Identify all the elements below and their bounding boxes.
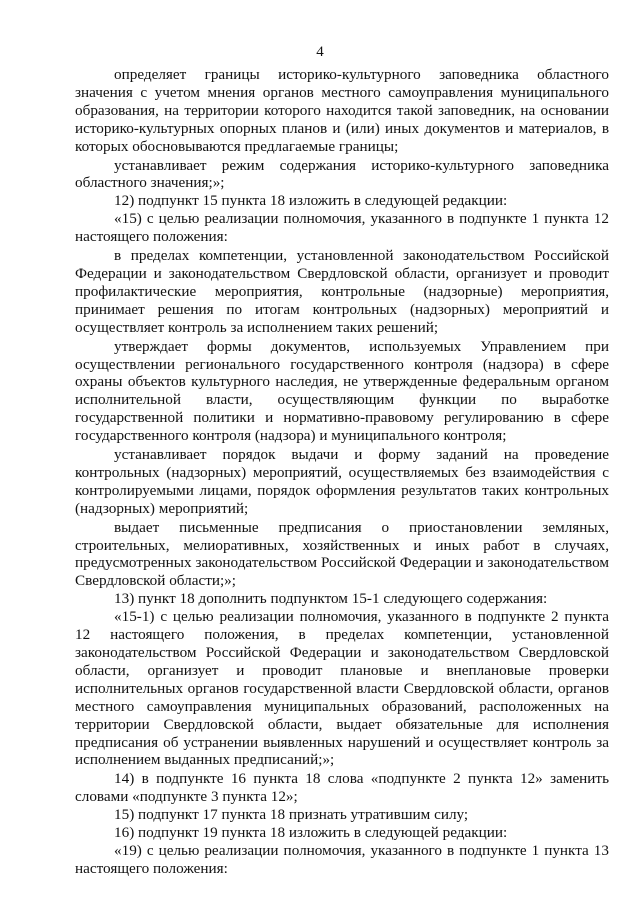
paragraph: выдает письменные предписания о приостановлении земляных, строительных, мелиоративных, хозяйственных и иных работ в случаях, предусмотренных законодательством Российской Федерации и законодательством Свердловской области;»; (75, 518, 609, 590)
document-body (75, 66, 609, 878)
page-number: 4 (316, 44, 324, 60)
paragraph: определяет границы историко-культурного заповедника областного значения с учетом мнения органов местного самоуправления муниципального образования, на территории которого находится такой заповедник, на основании историко-культурных опорных планов и (или) иных документов и материалов, в которых обосновываются предлагаемые границы; (75, 66, 609, 155)
paragraph: в пределах компетенции, установленной законодательством Российской Федерации и законодательством Свердловской области, организует и проводит профилактические мероприятия, контрольные (надзорные) мероприятия, принимает решения по итогам контрольных (надзорных) мероприятий и осуществляет контроль за исполнением таких решений; (75, 247, 609, 336)
paragraph: «15) с целью реализации полномочия, указанного в подпункте 1 пункта 12 настоящего положения: (75, 210, 609, 246)
paragraph: 16) подпункт 19 пункта 18 изложить в следующей редакции: (114, 824, 508, 842)
paragraph: 13) пункт 18 дополнить подпунктом 15-1 следующего содержания: (114, 590, 548, 608)
paragraph: «19) с целью реализации полномочия, указанного в подпункте 1 пункта 13 настоящего положения: (75, 841, 609, 877)
paragraph: 14) в подпункте 16 пункта 18 слова «подпункте 2 пункта 12» заменить словами «подпункте 3 пункта 12»; (75, 770, 609, 806)
paragraph: утверждает формы документов, используемых Управлением при осуществлении регионального государственного контроля (надзора) в сфере охраны объектов культурного наследия, не утвержденные федеральным органом исполнительной власти, осуществляющим функции по выработке государственной политики и нормативно-правовому регулированию в сфере государственного контроля (надзора) и муниципального контроля; (75, 337, 609, 445)
paragraph: устанавливает порядок выдачи и форму заданий на проведение контрольных (надзорных) мероприятий, осуществляемых без взаимодействия с контролируемыми лицами, порядок оформления результатов таких контрольных (надзорных) мероприятий; (75, 446, 609, 517)
paragraph: устанавливает режим содержания историко-культурного заповедника областного значения;»; (75, 156, 609, 192)
paragraph: 12) подпункт 15 пункта 18 изложить в следующей редакции: (114, 192, 508, 210)
paragraph: «15-1) с целью реализации полномочия, указанного в подпункте 2 пункта 12 настоящего положения, в пределах компетенции, установленной законодательством Российской Федерации и законодательством Свердловской области, организует и проводит плановые и внеплановые проверки исполнительных органов государственной власти Свердловской области, органов местного самоуправления муниципальных образований, расположенных на территории Свердловской области, выдает обязательные для исполнения предписания об устранении выявленных нарушений и осуществляет контроль за исполнением выданных предписаний;»; (75, 608, 609, 769)
paragraph: 15) подпункт 17 пункта 18 признать утратившим силу; (114, 806, 469, 824)
